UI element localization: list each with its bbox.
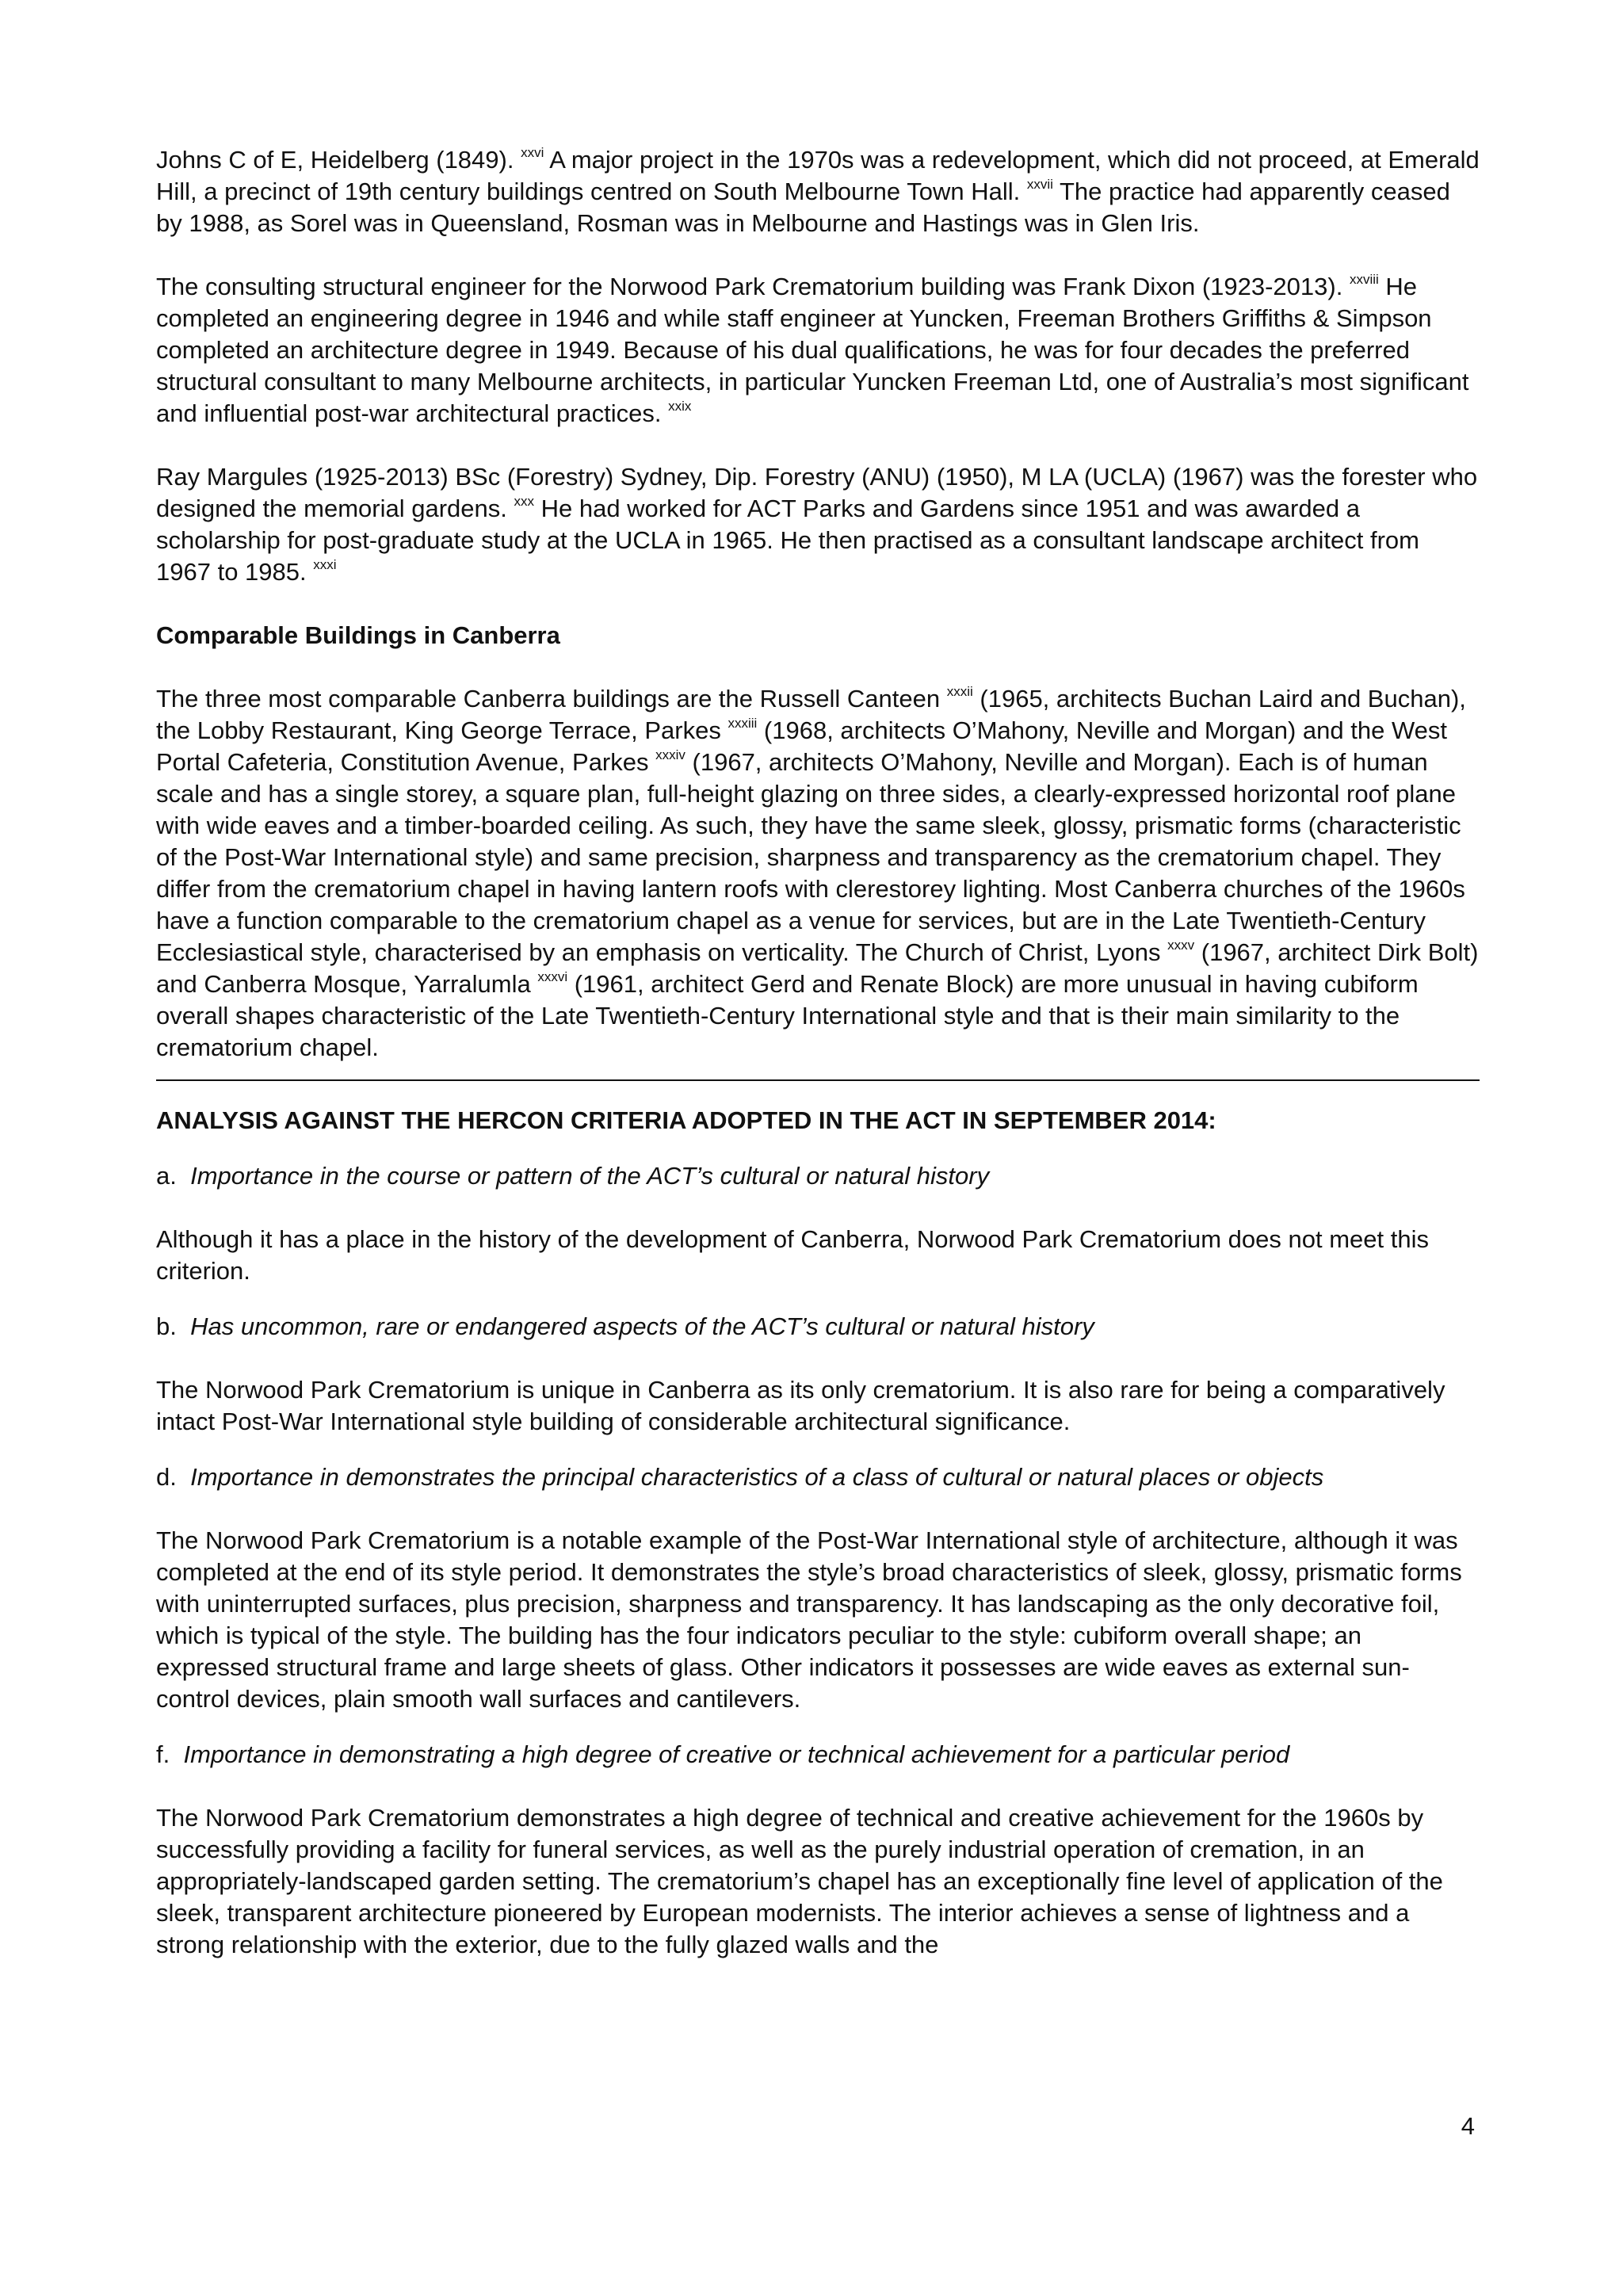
text-run: He had worked for ACT Parks and Gardens since 1951 and was awarded a scholarship for post-graduate study at the UCLA in 1965. He then practised as a consultant landscape architect from 1967 to 1985. [156, 495, 1419, 586]
text-run: (1965, architects Buchan Laird and Buchan), the Lobby Restaurant, King George Terrace, Parkes [156, 685, 1466, 744]
text-run: The practice had apparently ceased by 1988, as Sorel was in Queensland, Rosman was in Melbourne and Hastings was in Glen Iris. [156, 178, 1450, 237]
text-run: Johns C of E, Heidelberg (1849). [156, 146, 521, 174]
endnote-ref: xxvii [1026, 177, 1053, 192]
page-number: 4 [1461, 2112, 1475, 2140]
text-run: He completed an engineering degree in 1946 and while staff engineer at Yuncken, Freeman Brothers Griffiths & Simpson completed an architecture degree in 1949. Because of his dual qualifications, he was for four decades the preferred structural consultant to many Melbourne architects, in particular Yuncken Freeman Ltd, one of Australia’s most significant and influential post-war architectural practices. [156, 273, 1469, 427]
section-heading-comparable-buildings: Comparable Buildings in Canberra [156, 621, 560, 649]
document-page [156, 144, 1480, 1961]
criterion-f-title [156, 1739, 1480, 1771]
criterion-b-title [156, 1311, 1480, 1343]
text-run: (1961, architect Gerd and Renate Block) are more unusual in having cubiform overall shapes characteristic of the Late Twentieth-Century International style and that is their main similarity to the crematorium chapel. [156, 970, 1419, 1061]
criterion-d-body: The Norwood Park Crematorium is a notable example of the Post-War International style of architecture, although it was completed at the end of its style period. It demonstrates the style’s broad characteristics of sleek, glossy, prismatic forms with uninterrupted surfaces, plus precision, sharpness and transparency. It has landscaping as the only decorative foil, which is typical of the style. The building has the four indicators peculiar to the style: cubiform overall shape; an expressed structural frame and large sheets of glass. Other indicators it possesses are wide eaves as external sun-control devices, plain smooth wall surfaces and cantilevers. [156, 1526, 1462, 1713]
criterion-a-title [156, 1160, 1480, 1192]
criterion-title: Importance in demonstrates the principal characteristics of a class of cultural or natural places or objects [190, 1463, 1324, 1491]
endnote-ref: xxxi [313, 557, 337, 572]
text-run: Ray Margules (1925-2013) BSc (Forestry) Sydney, Dip. Forestry (ANU) (1950), M LA (UCLA) (1967) was the forester who designed the memorial gardens. [156, 463, 1478, 522]
criterion-d-title [156, 1461, 1480, 1493]
paragraph-structural-engineer [156, 271, 1480, 430]
criterion-letter: f. [156, 1740, 170, 1768]
text-run: The consulting structural engineer for the Norwood Park Crematorium building was Frank Dixon (1923-2013). [156, 273, 1350, 300]
text-run: A major project in the 1970s was a redevelopment, which did not proceed, at Emerald Hill, a precinct of 19th century buildings centred on South Melbourne Town Hall. [156, 146, 1480, 205]
text-run: The three most comparable Canberra buildings are the Russell Canteen [156, 685, 947, 712]
section-heading-analysis: ANALYSIS AGAINST THE HERCON CRITERIA ADOPTED IN THE ACT IN SEPTEMBER 2014: [156, 1106, 1216, 1134]
paragraph-practice-history [156, 144, 1480, 239]
criterion-title: Importance in demonstrating a high degree of creative or technical achievement for a particular period [183, 1740, 1290, 1768]
criterion-title: Has uncommon, rare or endangered aspects of the ACT’s cultural or natural history [190, 1312, 1094, 1340]
text-run: (1968, architects O’Mahony, Neville and Morgan) and the West Portal Cafeteria, Constitution Avenue, Parkes [156, 716, 1448, 776]
criterion-letter: b. [156, 1312, 177, 1340]
endnote-ref: xxix [668, 399, 692, 414]
criterion-letter: a. [156, 1162, 177, 1190]
horizontal-rule [156, 1079, 1480, 1081]
endnote-ref: xxxii [946, 684, 973, 699]
criterion-a-body: Although it has a place in the history of the development of Canberra, Norwood Park Crematorium does not meet this criterion. [156, 1225, 1429, 1285]
text-run: (1967, architects O’Mahony, Neville and Morgan). Each is of human scale and has a single storey, a square plan, full-height glazing on three sides, a clearly-expressed horizontal roof plane with wide eaves and a timber-boarded ceiling. As such, they have the same sleek, glossy, prismatic forms (characteristic of the Post-War International style) and same precision, sharpness and transparency as the crematorium chapel. They differ from the crematorium chapel in having lantern roofs with clerestorey lighting. Most Canberra churches of the 1960s have a function comparable to the crematorium chapel as a venue for services, but are in the Late Twentieth-Century Ecclesiastical style, characterised by an emphasis on verticality. The Church of Christ, Lyons [156, 748, 1465, 966]
criterion-f-body: The Norwood Park Crematorium demonstrates a high degree of technical and creative achievement for the 1960s by successfully providing a facility for funeral services, as well as the purely industrial operation of cremation, in an appropriately-landscaped garden setting. The crematorium’s chapel has an exceptionally fine level of application of the sleek, transparent architecture pioneered by European modernists. The interior achieves a sense of lightness and a strong relationship with the exterior, due to the fully glazed walls and the [156, 1804, 1443, 1958]
text-run: (1967, architect Dirk Bolt) and Canberra Mosque, Yarralumla [156, 938, 1479, 998]
paragraph-comparable-buildings [156, 683, 1480, 1064]
endnote-ref: xxvi [521, 145, 544, 160]
criterion-title: Importance in the course or pattern of the ACT’s cultural or natural history [190, 1162, 990, 1190]
paragraph-forester [156, 461, 1480, 588]
endnote-ref: xxxvi [537, 969, 568, 984]
endnote-ref: xxxv [1167, 938, 1195, 953]
endnote-ref: xxviii [1349, 272, 1379, 287]
criterion-b-body: The Norwood Park Crematorium is unique in Canberra as its only crematorium. It is also rare for being a comparatively intact Post-War International style building of considerable architectural significance. [156, 1376, 1445, 1435]
criterion-letter: d. [156, 1463, 177, 1491]
endnote-ref: xxxiv [655, 747, 685, 762]
endnote-ref: xxxiii [727, 716, 758, 731]
endnote-ref: xxx [514, 494, 534, 509]
